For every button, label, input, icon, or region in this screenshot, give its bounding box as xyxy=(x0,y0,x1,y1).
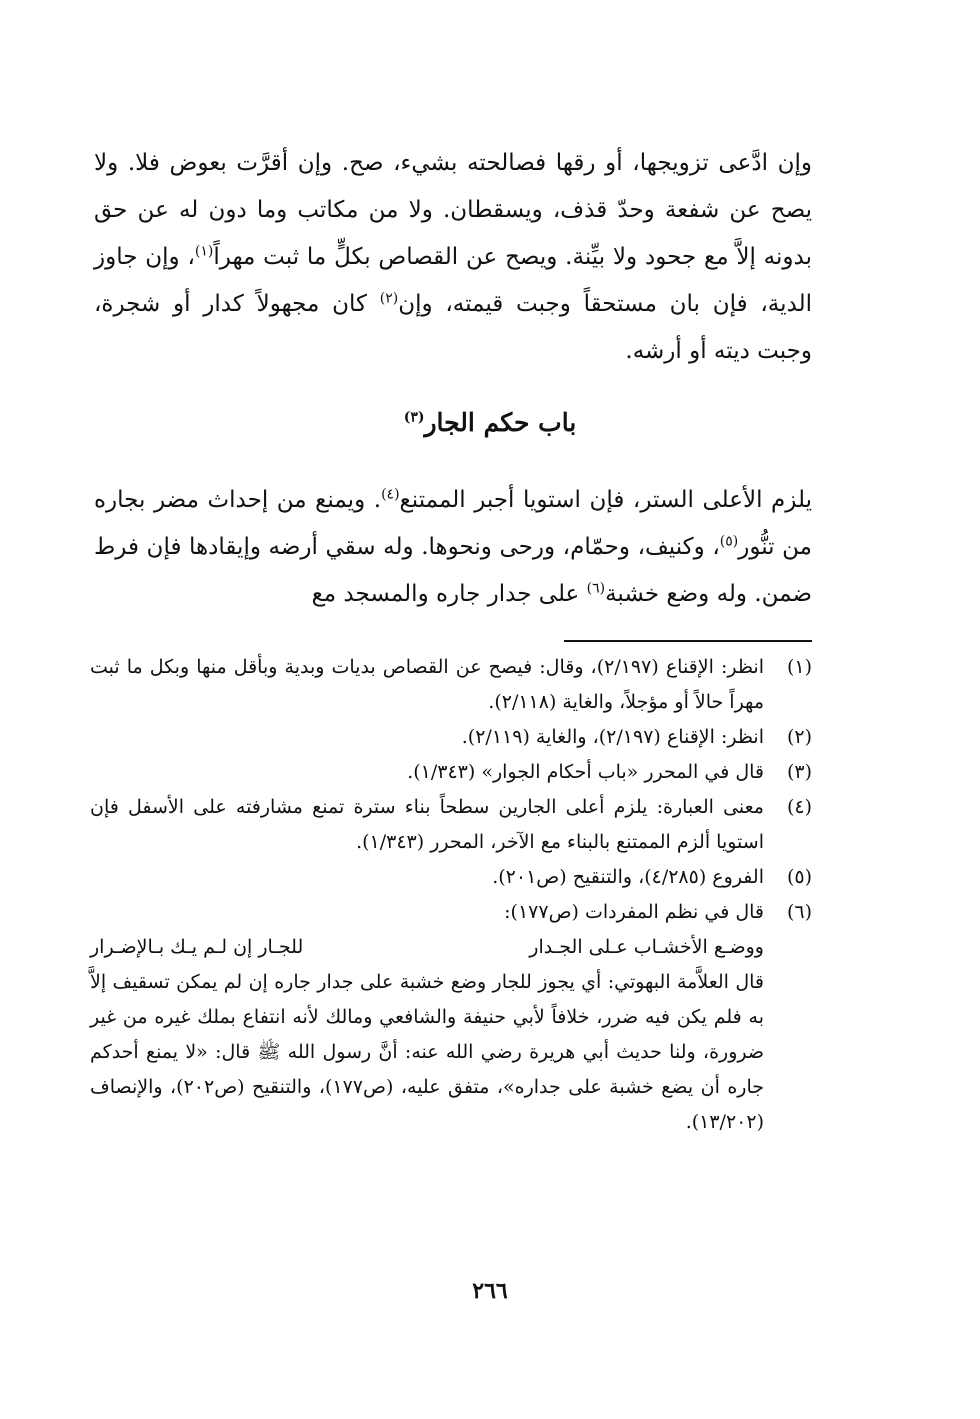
footnote-text: انظر: الإقناع (٢/١٩٧)، والغاية (٢/١١٩). xyxy=(461,726,764,748)
para1-text-b: ، وإن جاوز الدية، فإن بان مستحقاً وجبت قيمته، وإن xyxy=(94,244,812,317)
section-heading-title: باب حكم الجار xyxy=(424,408,577,437)
verse-second-hemistich: للجـار إن لـم يـك بـالإضـرار xyxy=(90,936,304,958)
footnote-text: معنى العبارة: يلزم أعلى الجارين سطحاً بناء سترة تمنع مشارفته على الأسفل فإن استويا ألزم الممتنع بالبناء مع الآخر، المحرر (١/٣٤٣). xyxy=(90,796,764,853)
para1-text-c: كان مجهولاً كدار أو شجرة، وجبت ديته أو أرشه. xyxy=(94,291,812,364)
footnote-number: (٤) xyxy=(786,796,812,818)
footnote-6-commentary: قال العلاَّمة البهوتي: أي يجوز للجار وضع خشبة على جدار جاره إن لم يمكن تسقيف إلاَّ به فلم يكن فيه ضرر، خلافاً لأبي حنيفة والشافعي ومالك لأنه انتفاع بملك غيره من غير ضرورة، ولنا حديث أبي هريرة رضي الله عنه: أنَّ رسول الله ﷺ قال: «لا يمنع أحدكم جاره أن يضع خشبة على جداره»، متفق عليه، (ص١٧٧)، والتنقيح (ص٢٠٢)، والإنصاف (١٣/٢٠٢). xyxy=(90,971,764,1133)
footnotes-section xyxy=(90,650,812,1140)
body-paragraph-2 xyxy=(94,477,812,618)
footnote-text: انظر: الإقناع (٢/١٩٧)، وقال: فيصح عن القصاص بديات وبدية وبأقل منها وبكل ما ثبت مهراً حالاً أو مؤجلاً، والغاية (٢/١١٨). xyxy=(90,656,764,713)
section-heading xyxy=(0,408,980,437)
para2-text-d: على جدار جاره والمسجد مع xyxy=(311,581,587,607)
footnote-number: (٦) xyxy=(786,901,812,923)
footnote-text: قال في المحرر «باب أحكام الجوار» (١/٣٤٣). xyxy=(407,761,764,783)
footnote-text: الفروع (٤/٢٨٥)، والتنقيح (ص٢٠١). xyxy=(492,866,764,888)
footnote-number: (٥) xyxy=(786,866,812,888)
footnote-ref-1[interactable]: (١) xyxy=(194,243,214,260)
footnote-6 xyxy=(90,895,812,930)
para2-text-b: . ويمنع من إحداث مضر بجاره من تنُّور xyxy=(94,487,812,560)
footnote-5 xyxy=(90,860,812,895)
footnote-divider xyxy=(564,640,812,642)
footnote-ref-5[interactable]: (٥) xyxy=(719,533,739,550)
poetry-verse xyxy=(90,930,812,965)
footnote-ref-6[interactable]: (٦) xyxy=(586,580,606,597)
body-paragraph-1 xyxy=(94,140,812,375)
footnote-number: (٢) xyxy=(786,726,812,748)
footnote-number: (٣) xyxy=(786,761,812,783)
footnote-2 xyxy=(90,720,812,755)
para2-text-a: يلزم الأعلى الستر، فإن استويا أجبر الممتنع xyxy=(399,487,813,513)
footnote-ref-2[interactable]: (٢) xyxy=(379,290,399,307)
footnote-text: قال في نظم المفردات (ص١٧٧): xyxy=(504,901,764,923)
para1-text-a: وإن ادَّعى تزويجها، أو رقها فصالحته بشيء، صح. وإن أقرَّت بعوض فلا. ولا يصح عن شفعة وحدّ قذف، ويسقطان. ولا من مكاتب وما دون له عن حق بدونه إلاَّ مع جحود ولا بيِّنة. ويصح عن القصاص بكلٍّ ما ثبت مهراً xyxy=(94,150,812,270)
footnote-3 xyxy=(90,755,812,790)
verse-first-hemistich: ووضـع الأخشـاب عـلى الجـدار xyxy=(529,936,764,958)
footnote-1 xyxy=(90,650,812,720)
footnote-ref-4[interactable]: (٤) xyxy=(381,486,400,503)
footnote-ref-3[interactable]: (٣) xyxy=(403,409,425,426)
footnote-number: (١) xyxy=(786,656,812,678)
page-number: ٢٦٦ xyxy=(472,1278,508,1304)
footnote-4 xyxy=(90,790,812,860)
para2-text-c: ، وكنيف، وحمّام، ورحى ونحوها. وله سقي أرضه وإيقادها فإن فرط ضمن. وله وضع خشبة xyxy=(94,534,812,607)
